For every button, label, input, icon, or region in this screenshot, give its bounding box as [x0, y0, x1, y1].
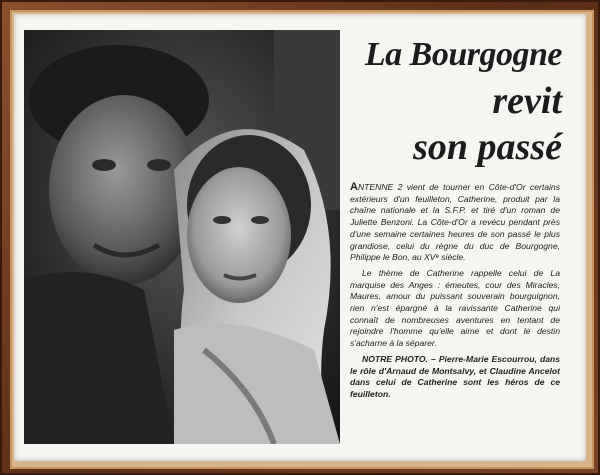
article-body: [350, 182, 560, 405]
caption-lead: NOTRE PHOTO. –: [362, 353, 436, 364]
photo-image: [24, 30, 340, 444]
headline-line-2: revit: [492, 80, 562, 122]
article-paragraph-2: Le thème de Catherine rappelle celui de La marquise des Anges : émeutes, cour des Miracles, Maures, amour du puissant souverain bourguignon, rien n'est épargné à la ravissante Catherine qui connaît de nombreuses aventures en tentant de rejoindre l'homme qu'elle aime et dont le destin s'acharne à la séparer.: [350, 267, 560, 349]
drop-cap: A: [350, 181, 358, 193]
photo-couple: [24, 30, 340, 444]
photo-caption: [350, 354, 560, 401]
headline: [340, 32, 562, 170]
caption-text: Pierre-Marie Escourrou, dans le rôle d'Arnaud de Montsalvy, et Claudine Ancelot dans celui de Catherine sont les héros de ce feuilleton.: [350, 353, 561, 399]
headline-line-1: La Bourgogne: [364, 36, 562, 73]
article-paragraph-1: [350, 182, 560, 264]
headline-line-3: son passé: [413, 126, 562, 168]
paragraph-1-text: NTENNE 2 vient de tourner en Côte-d'Or certains extérieurs d'un feuilleton, Catherine, produit par la chaîne nationale et la S.F.P. et tiré d'un roman de Juliette Benzoni. La Côte-d'Or a revécu pendant près d'une semaine certaines heures de son passé le plus grandiose, celui du règne du duc de Bourgogne, Philippe le Bon, au XVᵉ siècle.: [350, 182, 560, 263]
